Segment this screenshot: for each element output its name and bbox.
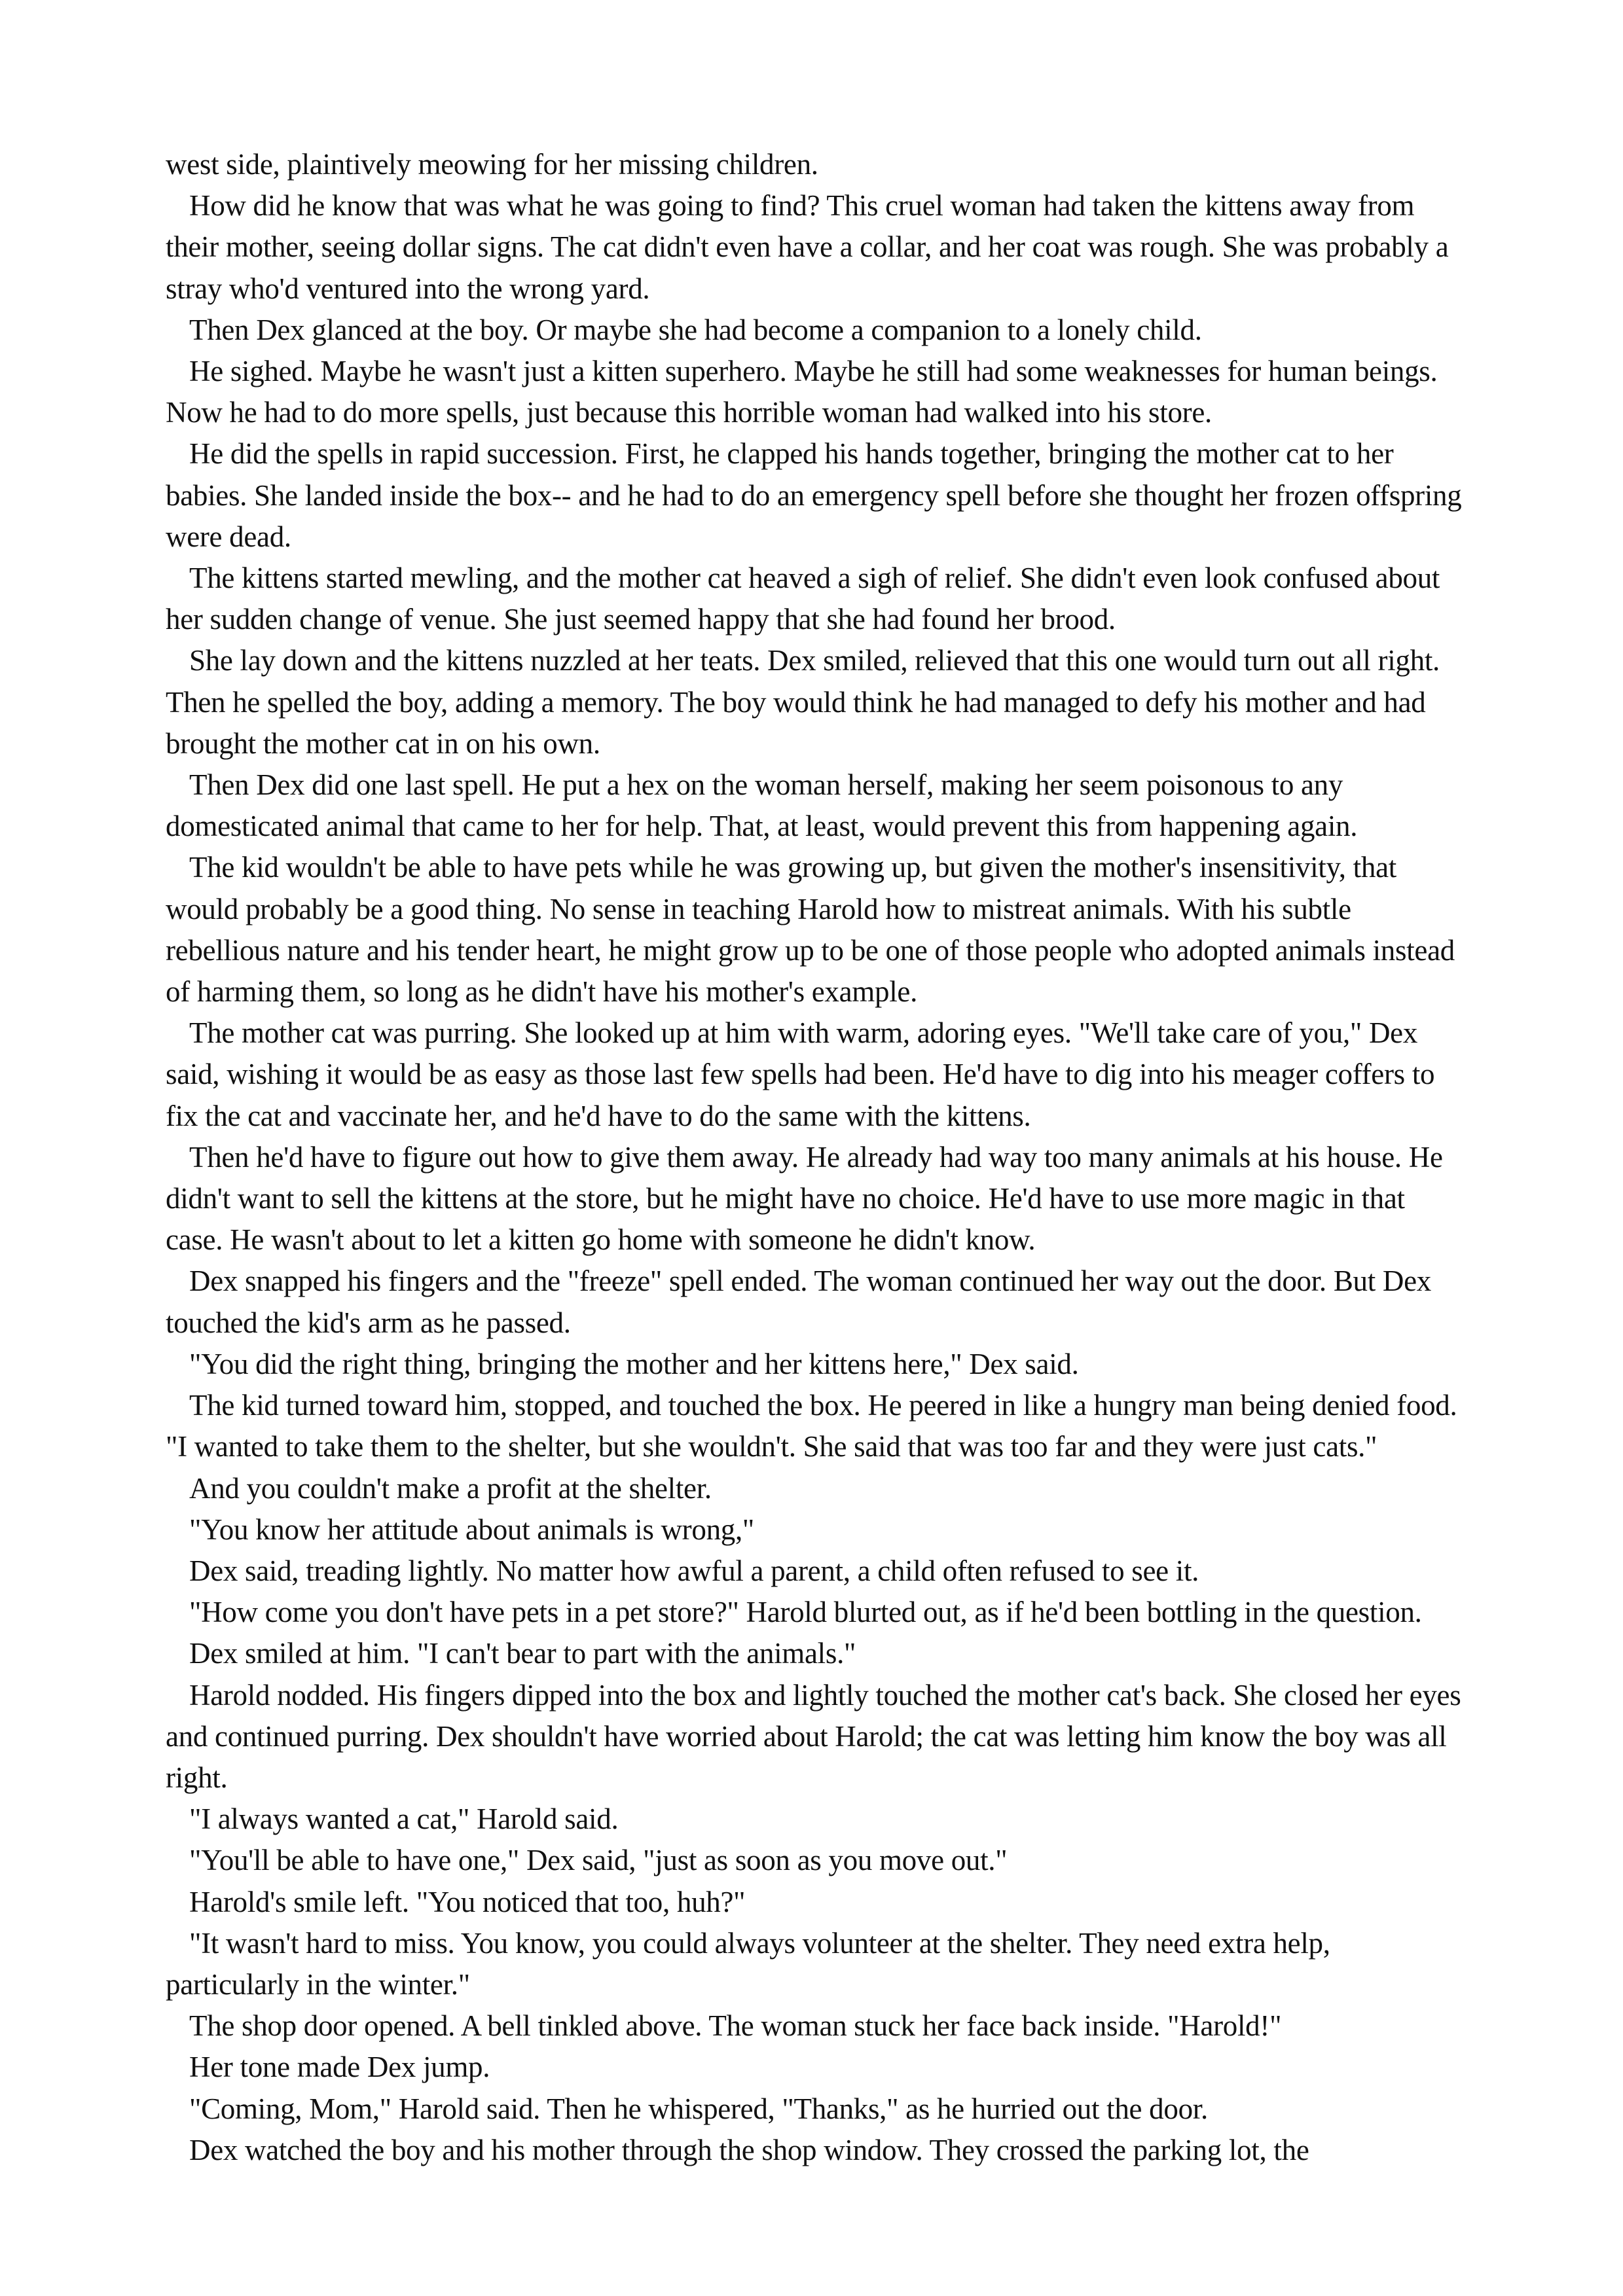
paragraph: "Coming, Mom," Harold said. Then he whispered, "Thanks," as he hurried out the door.: [189, 2092, 1208, 2125]
paragraph: "How come you don't have pets in a pet store?" Harold blurted out, as if he'd been bottling in the question.: [189, 1596, 1422, 1629]
paragraph: The kittens started mewling, and the mother cat heaved a sigh of relief. She didn't even look confused about her sudden change of venue. She just seemed happy that she had found her brood.: [166, 562, 1440, 636]
paragraph: west side, plaintively meowing for her missing children.: [166, 148, 818, 181]
paragraph: "You'll be able to have one," Dex said, "just as soon as you move out.": [189, 1844, 1008, 1877]
paragraph: Dex smiled at him. "I can't bear to part with the animals.": [189, 1637, 856, 1670]
paragraph: The mother cat was purring. She looked up at him with warm, adoring eyes. "We'll take care of you," Dex said, wishing it would be as easy as those last few spells had been. He'd have to dig into his meager coffers to fix the cat and vaccinate her, and he'd have to do the same with the kittens.: [166, 1016, 1435, 1132]
paragraph: Harold's smile left. "You noticed that too, huh?": [189, 1885, 746, 1918]
paragraph: He sighed. Maybe he wasn't just a kitten superhero. Maybe he still had some weaknesses for human beings. Now he had to do more spells, just because this horrible woman had walked into his store.: [166, 355, 1438, 429]
paragraph: How did he know that was what he was going to find? This cruel woman had taken the kittens away from their mother, seeing dollar signs. The cat didn't even have a collar, and her coat was rough. She was probably a stray who'd ventured into the wrong yard.: [166, 189, 1449, 305]
paragraph: He did the spells in rapid succession. First, he clapped his hands together, bringing the mother cat to her babies. She landed inside the box-- and he had to do an emergency spell before she thought her frozen offspring were dead.: [166, 437, 1462, 553]
paragraph: The kid turned toward him, stopped, and touched the box. He peered in like a hungry man being denied food. "I wanted to take them to the shelter, but she wouldn't. She said that was too far and they were just cats.": [166, 1389, 1457, 1463]
paragraph: The kid wouldn't be able to have pets while he was growing up, but given the mother's insensitivity, that would probably be a good thing. No sense in teaching Harold how to mistreat animals. With his subtle rebellious nature and his tender heart, he might grow up to be one of those people who adopted animals instead of harming them, so long as he didn't have his mother's example.: [166, 851, 1455, 1009]
paragraph: Dex watched the boy and his mother through the shop window. They crossed the parking lot, the: [189, 2133, 1309, 2166]
paragraph: Dex snapped his fingers and the "freeze" spell ended. The woman continued her way out the door. But Dex touched the kid's arm as he passed.: [166, 1265, 1431, 1339]
paragraph: And you couldn't make a profit at the shelter.: [189, 1471, 712, 1505]
body-text: [166, 144, 1468, 2171]
paragraph: "I always wanted a cat," Harold said.: [189, 1803, 619, 1836]
paragraph: The shop door opened. A bell tinkled above. The woman stuck her face back inside. "Harold!": [189, 2009, 1282, 2043]
paragraph: Then he'd have to figure out how to give them away. He already had way too many animals at his house. He didn't want to sell the kittens at the store, but he might have no choice. He'd have to use more magic in that case. He wasn't about to let a kitten go home with someone he didn't know.: [166, 1140, 1443, 1257]
paragraph: Then Dex glanced at the boy. Or maybe she had become a companion to a lonely child.: [189, 313, 1202, 346]
paragraph: She lay down and the kittens nuzzled at her teats. Dex smiled, relieved that this one would turn out all right. Then he spelled the boy, adding a memory. The boy would think he had managed to defy his mother and had brought the mother cat in on his own.: [166, 644, 1440, 760]
paragraph: "It wasn't hard to miss. You know, you could always volunteer at the shelter. They need extra help, particularly in the winter.": [166, 1926, 1330, 2001]
paragraph: Her tone made Dex jump.: [189, 2051, 490, 2084]
paragraph: "You know her attitude about animals is wrong,": [189, 1513, 754, 1546]
paragraph: Harold nodded. His fingers dipped into the box and lightly touched the mother cat's back. She closed her eyes and continued purring. Dex shouldn't have worried about Harold; the cat was letting him know the boy was all right.: [166, 1678, 1461, 1794]
paragraph: Then Dex did one last spell. He put a hex on the woman herself, making her seem poisonous to any domesticated animal that came to her for help. That, at least, would prevent this from happening again.: [166, 768, 1358, 843]
paragraph: "You did the right thing, bringing the mother and her kittens here," Dex said.: [189, 1347, 1079, 1380]
paragraph: Dex said, treading lightly. No matter how awful a parent, a child often refused to see it.: [189, 1554, 1199, 1587]
